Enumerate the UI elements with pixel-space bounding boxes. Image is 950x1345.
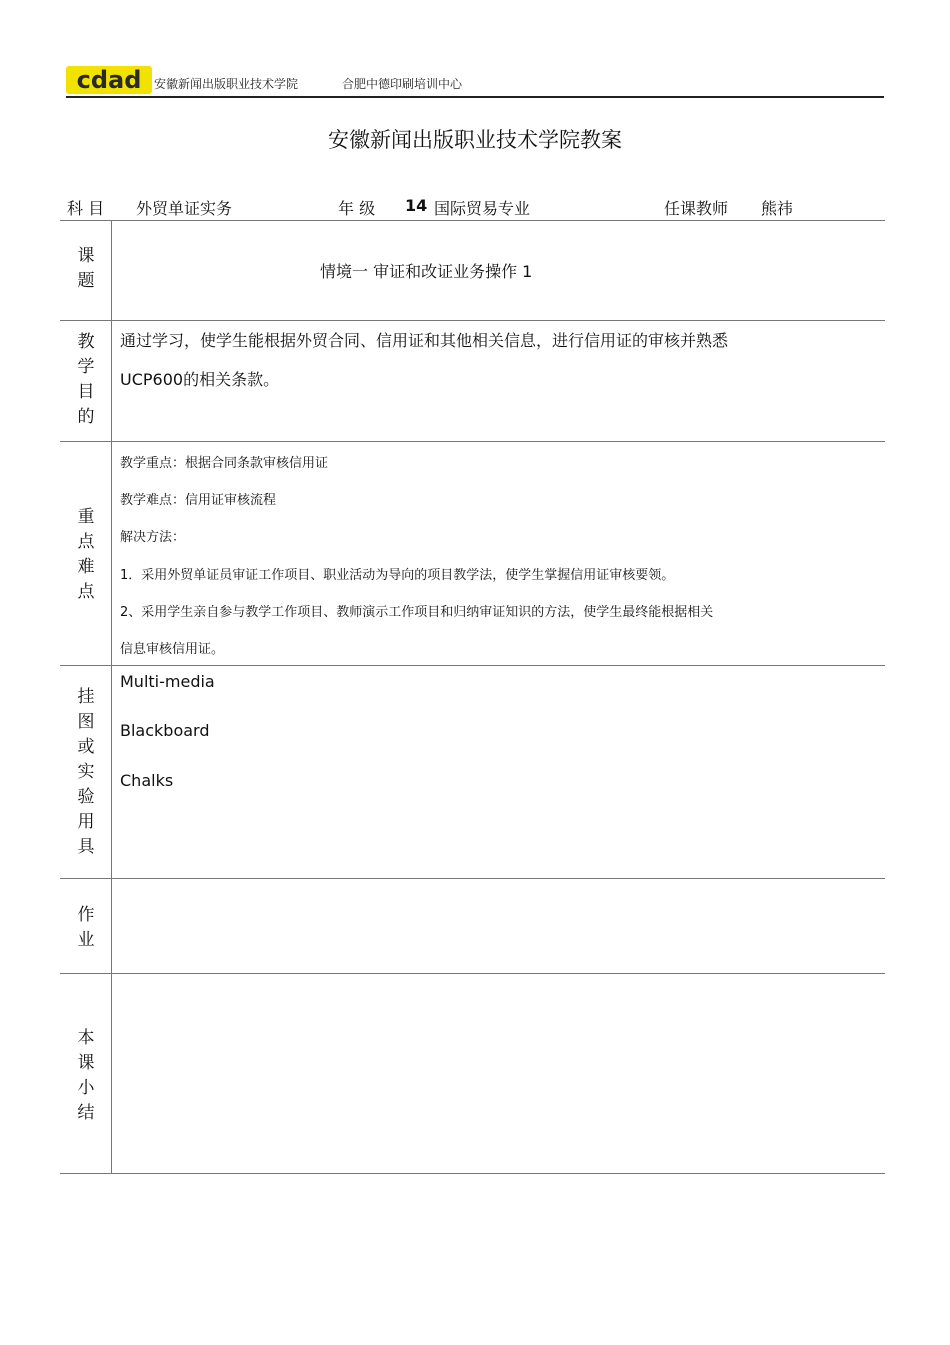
row-divider <box>60 320 885 321</box>
keypoints-label-char: 点 <box>77 582 95 602</box>
objective-line: 通过学习，使学生能根据外贸合同、信用证和其他相关信息，进行信用证的审核并熟悉 <box>120 331 729 350</box>
page-title: 安徽新闻出版职业技术学院教案 <box>328 128 622 152</box>
keypoints-line: 教学重点：根据合同条款审核信用证 <box>120 456 329 471</box>
row-divider <box>60 973 885 974</box>
keypoints-line: 解决方法： <box>120 530 186 545</box>
homework-label-char: 作 <box>77 905 95 925</box>
tools-label-char: 挂 <box>77 687 95 707</box>
header-center: 合肥中德印刷培训中心 <box>342 77 463 91</box>
objective-label-char: 目 <box>77 382 95 402</box>
logo-text: cdad <box>76 66 142 94</box>
subject-value: 外贸单证实务 <box>136 199 233 218</box>
row-divider <box>60 665 885 666</box>
teacher-value: 熊祎 <box>761 199 794 218</box>
tools-label <box>66 685 106 860</box>
summary-label <box>66 1026 106 1126</box>
tools-label-char: 图 <box>77 712 95 732</box>
topic-label-char: 题 <box>77 271 95 291</box>
row-divider <box>60 441 885 442</box>
cdad-logo <box>66 66 152 94</box>
topic-value: 情境一 审证和改证业务操作 1 <box>320 262 533 281</box>
tools-item: Chalks <box>120 771 174 790</box>
homework-label <box>66 903 106 953</box>
tools-item: Blackboard <box>120 721 210 740</box>
tools-item: Multi-media <box>120 672 215 691</box>
objective-label-char: 的 <box>77 407 95 427</box>
summary-label-char: 课 <box>77 1053 95 1073</box>
topic-label <box>66 244 106 294</box>
keypoints-line: 2、采用学生亲自参与教学工作项目、教师演示工作项目和归纳审证知识的方法，使学生最终能根据相关 <box>120 605 714 620</box>
homework-label-char: 业 <box>77 930 95 950</box>
tools-label-char: 实 <box>77 762 95 782</box>
table-bottom-border <box>60 1173 885 1174</box>
objective-label <box>66 330 106 430</box>
header-institution: 安徽新闻出版职业技术学院 <box>154 77 299 91</box>
keypoints-line: 教学难点：信用证审核流程 <box>120 493 277 508</box>
tools-label-char: 具 <box>77 837 95 857</box>
keypoints-label-char: 点 <box>77 532 95 552</box>
keypoints-line: 信息审核信用证。 <box>120 642 225 657</box>
objective-line: UCP600的相关条款。 <box>120 370 280 389</box>
keypoints-line: 1．采用外贸单证员审证工作项目、职业活动为导向的项目教学法，使学生掌握信用证审核要领。 <box>120 568 675 583</box>
topic-label-char: 课 <box>77 246 95 266</box>
teacher-label: 任课教师 <box>664 199 729 218</box>
row-divider <box>60 878 885 879</box>
label-column-divider <box>111 220 112 1174</box>
grade-value: 国际贸易专业 <box>434 199 531 218</box>
summary-label-char: 结 <box>77 1103 95 1123</box>
summary-label-char: 本 <box>77 1028 95 1048</box>
tools-label-char: 验 <box>77 787 95 807</box>
tools-label-char: 或 <box>77 737 95 757</box>
grade-number: 14 <box>405 196 428 215</box>
grade-label: 年 级 <box>338 199 376 218</box>
tools-label-char: 用 <box>77 812 95 832</box>
keypoints-label <box>66 505 106 605</box>
subject-label: 科 目 <box>67 199 105 218</box>
keypoints-label-char: 重 <box>77 507 95 527</box>
keypoints-label-char: 难 <box>77 557 95 577</box>
header-divider <box>66 96 884 98</box>
objective-label-char: 教 <box>77 332 95 352</box>
objective-label-char: 学 <box>77 357 95 377</box>
table-top-border <box>60 220 885 221</box>
summary-label-char: 小 <box>77 1078 95 1098</box>
